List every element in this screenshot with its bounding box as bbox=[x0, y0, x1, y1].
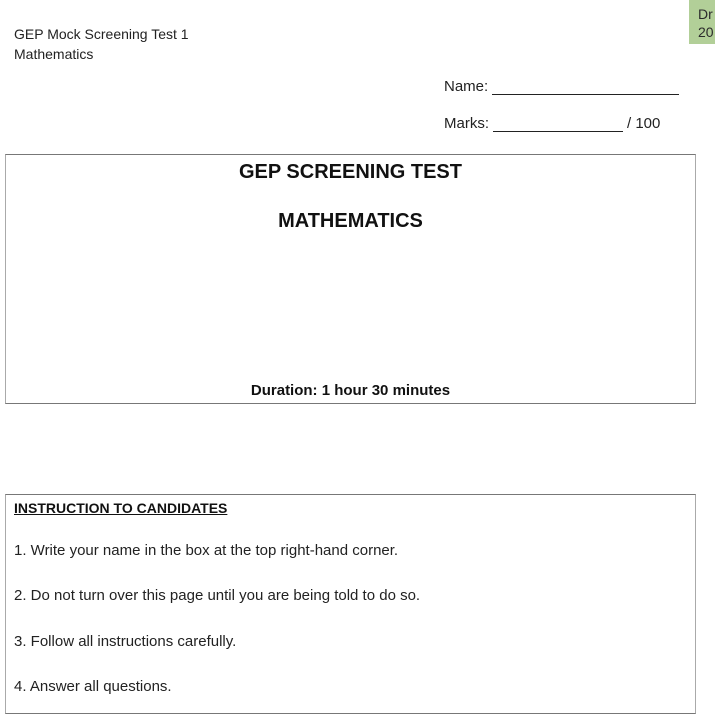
instruction-item: 4. Answer all questions. bbox=[14, 678, 172, 695]
corner-tag-line1: Dr bbox=[698, 6, 713, 22]
candidate-fields bbox=[444, 78, 679, 152]
instructions-box bbox=[5, 494, 696, 714]
test-subject: MATHEMATICS bbox=[278, 210, 423, 232]
corner-tag-line2: 20 bbox=[698, 24, 714, 40]
instruction-item: 3. Follow all instructions carefully. bbox=[14, 633, 237, 650]
marks-field-row bbox=[444, 115, 679, 152]
instructions-heading: INSTRUCTION TO CANDIDATES bbox=[14, 500, 228, 516]
marks-blank-line[interactable] bbox=[493, 115, 623, 132]
name-field-row bbox=[444, 78, 679, 115]
corner-tag bbox=[689, 0, 715, 44]
test-title: GEP SCREENING TEST bbox=[238, 161, 462, 183]
name-label: Name: bbox=[444, 78, 489, 95]
test-duration: Duration: 1 hour 30 minutes bbox=[250, 382, 451, 399]
name-blank-line[interactable] bbox=[492, 78, 679, 95]
title-box bbox=[5, 154, 696, 404]
instruction-item: 1. Write your name in the box at the top right-hand corner. bbox=[14, 542, 399, 559]
instruction-item: 2. Do not turn over this page until you are being told to do so. bbox=[14, 587, 421, 604]
marks-total: / 100 bbox=[627, 115, 661, 132]
marks-label: Marks: bbox=[444, 115, 489, 132]
document-header bbox=[14, 24, 189, 64]
header-subject: Mathematics bbox=[14, 46, 94, 62]
header-test-name: GEP Mock Screening Test 1 bbox=[14, 26, 189, 42]
